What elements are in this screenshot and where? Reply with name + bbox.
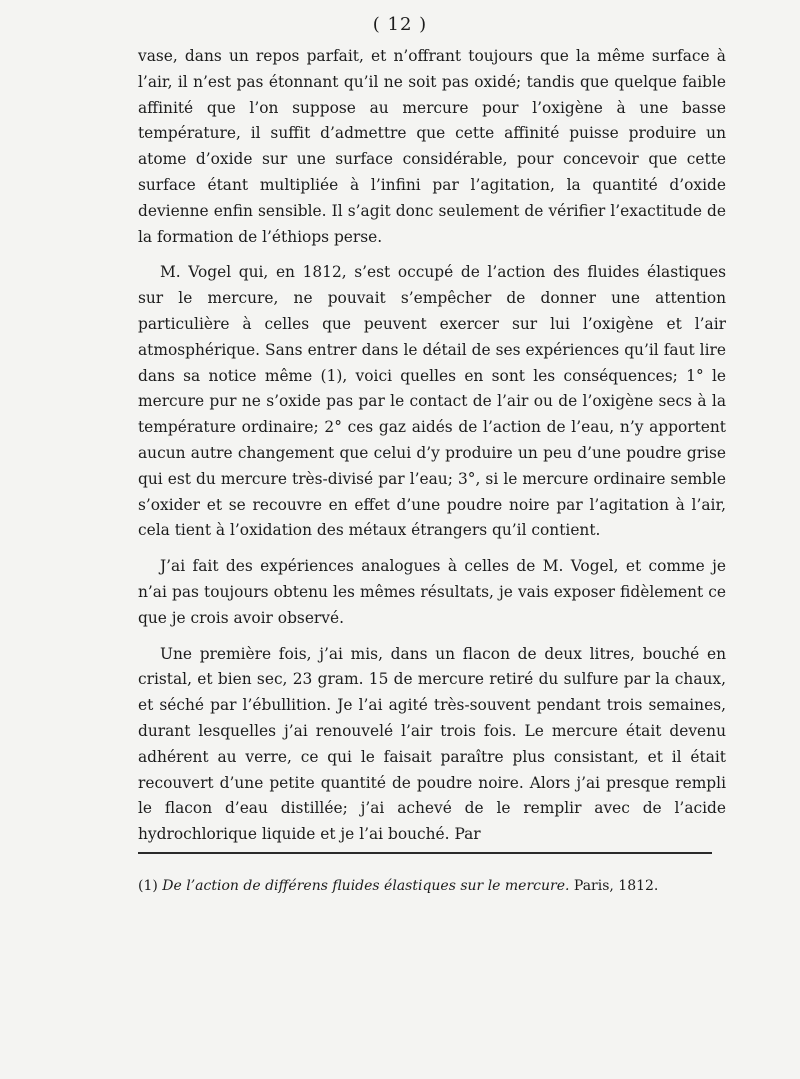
paragraph-continuation: vase, dans un repos parfait, et n’offrant toujours que la même surface à l’air, il n’est pas étonnant qu’il ne soit pas oxidé; tandis que quelque faible affinité que l’on suppose au mercure pour l’oxigène à une basse température, il suffit d’admettre que cette affinité puisse produire un atome d’oxide sur une surface considérable, pour concevoir que cette surface étant multipliée à l’infini par l’agitation, la quantité d’oxide devienne enfin sensible. Il s’agit donc seulement de vérifier l’exactitude de la formation de l’éthiops perse. xyxy=(138,47,726,246)
footnote xyxy=(138,876,726,896)
body-text xyxy=(138,44,726,848)
footnote-place-date: Paris, 1812. xyxy=(573,878,659,894)
footnote-divider xyxy=(138,852,712,854)
footnote-marker: (1) xyxy=(138,878,158,894)
paragraph-vogel-experiments: M. Vogel qui, en 1812, s’est occupé de l’action des fluides élastiques sur le mercure, ne pouvait s’empêcher de donner une attention particulière à celles que peuvent exercer sur lui l’oxigène et l’air atmosphérique. Sans entrer dans le détail de ses expériences qu’il faut lire dans sa notice même (1), voici quelles en sont les conséquences; 1° le mercure pur ne s’oxide pas par le contact de l’air ou de l’oxigène secs à la température ordinaire; 2° ces gaz aidés de l’action de l’eau, n’y apportent aucun autre changement que celui d’y produire un peu d’une poudre grise qui est du mercure très-divisé par l’eau; 3°, si le mercure ordinaire semble s’oxider et se recouvre en effet d’une poudre noire par l’agitation à l’air, cela tient à l’oxidation des métaux étrangers qu’il contient. xyxy=(138,263,726,540)
footnote-title: De l’action de différens fluides élastiques sur le mercure. xyxy=(162,878,570,894)
page-number: ( 12 ) xyxy=(372,14,428,35)
paragraph-first-experiment: Une première fois, j’ai mis, dans un flacon de deux litres, bouché en cristal, et bien sec, 23 gram. 15 de mercure retiré du sulfure par la chaux, et séché par l’ébullition. Je l’ai agité très-souvent pendant trois semaines, durant lesquelles j’ai renouvelé l’air trois fois. Le mercure était devenu adhérent au verre, ce qui le faisait paraître plus consistant, et il était recouvert d’une petite quantité de poudre noire. Alors j’ai presque rempli le flacon d’eau distillée; j’ai achevé de le remplir avec de l’acide hydrochlorique liquide et je l’ai bouché. Par xyxy=(138,644,726,844)
paragraph-analogous-experiments: J’ai fait des expériences analogues à celles de M. Vogel, et comme je n’ai pas toujours obtenu les mêmes résultats, je vais exposer fidèlement ce que je crois avoir observé. xyxy=(138,557,726,627)
